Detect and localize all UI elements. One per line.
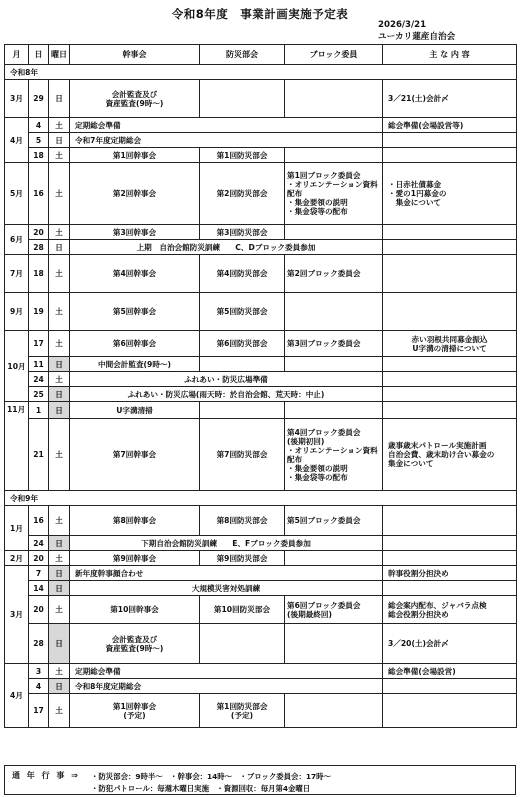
content-cell xyxy=(383,402,517,419)
table-row xyxy=(5,402,517,419)
day-cell: 20 xyxy=(29,551,49,566)
organization-name: ユーカリ蓮産自治会 xyxy=(378,32,456,42)
kanji-cell: 会計監査及び 資産監査(9時～) xyxy=(70,80,200,118)
day-cell: 25 xyxy=(29,387,49,402)
table-row xyxy=(5,506,517,536)
weekday-cell: 土 xyxy=(49,163,70,225)
weekday-cell: 日 xyxy=(49,581,70,596)
block-cell: 第3回ブロック委員会 xyxy=(285,331,383,357)
content-cell: 3／20(土)会計〆 xyxy=(383,624,517,664)
header-weekday: 曜日 xyxy=(49,45,70,65)
table-row xyxy=(5,240,517,255)
table-row xyxy=(5,331,517,357)
page-title: 令和8年度 事業計画実施予定表 xyxy=(171,7,349,21)
bousai-cell: 第4回防災部会 xyxy=(200,255,285,293)
weekday-cell: 土 xyxy=(49,664,70,679)
day-cell: 16 xyxy=(29,163,49,225)
section-label: 令和9年 xyxy=(5,491,517,506)
weekday-cell: 土 xyxy=(49,506,70,536)
weekday-cell: 土 xyxy=(49,596,70,624)
day-cell: 3 xyxy=(29,664,49,679)
bousai-cell xyxy=(200,624,285,664)
event-span-cell: ふれあい・防災広場(雨天時：於自治会館、荒天時：中止) xyxy=(70,387,383,402)
day-cell: 16 xyxy=(29,506,49,536)
kanji-cell: 第1回幹事会 xyxy=(70,148,200,163)
content-cell: 赤い羽根共同募金振込 U字溝の清掃について xyxy=(383,331,517,357)
content-cell xyxy=(383,240,517,255)
block-cell: 第1回ブロック委員会 ・オリエンテーション資料配布 ・集金要領の説明 ・集金袋等の配布 xyxy=(285,163,383,225)
table-row xyxy=(5,357,517,372)
kanji-cell: 第6回幹事会 xyxy=(70,331,200,357)
header-bousai: 防災部会 xyxy=(200,45,285,65)
section-label: 令和8年 xyxy=(5,65,517,80)
block-cell xyxy=(285,551,383,566)
month-cell: 4月 xyxy=(5,118,29,163)
month-cell: 2月 xyxy=(5,551,29,566)
content-cell xyxy=(383,694,517,728)
content-cell: 幹事役割分担決め xyxy=(383,566,517,581)
table-row xyxy=(5,566,517,581)
table-row xyxy=(5,581,517,596)
day-cell: 29 xyxy=(29,80,49,118)
content-cell xyxy=(383,133,517,148)
header-content: 主 な 内 容 xyxy=(383,45,517,65)
bousai-cell: 第1回防災部会 (予定) xyxy=(200,694,285,728)
footer-line-1: ・防災部会：9時半～ ・幹事会：14時～ ・ブロック委員会：17時～ xyxy=(91,772,331,781)
day-cell: 1 xyxy=(29,402,49,419)
weekday-cell: 土 xyxy=(49,148,70,163)
section-row xyxy=(5,65,517,80)
header-meta xyxy=(378,19,455,43)
header-kanji: 幹事会 xyxy=(70,45,200,65)
kanji-cell: 第7回幹事会 xyxy=(70,419,200,491)
content-cell xyxy=(383,255,517,293)
bousai-cell: 第9回防災部会 xyxy=(200,551,285,566)
bousai-cell: 第3回防災部会 xyxy=(200,225,285,240)
footer-line-2: ・防犯パトロール：毎週木曜日実施 ・資源回収：毎月第4金曜日 xyxy=(91,784,311,793)
month-cell: 3月 xyxy=(5,80,29,118)
block-cell xyxy=(285,694,383,728)
month-cell: 10月 xyxy=(5,331,29,402)
weekday-cell: 土 xyxy=(49,551,70,566)
weekday-cell: 土 xyxy=(49,255,70,293)
day-cell: 4 xyxy=(29,679,49,694)
weekday-cell: 土 xyxy=(49,419,70,491)
content-cell xyxy=(383,225,517,240)
day-cell: 21 xyxy=(29,419,49,491)
weekday-cell: 日 xyxy=(49,566,70,581)
bousai-cell: 第7回防災部会 xyxy=(200,419,285,491)
content-cell: 総会準備(会場設営等) xyxy=(383,118,517,133)
block-cell: 第5回ブロック委員会 xyxy=(285,506,383,536)
bousai-cell xyxy=(200,357,285,372)
bousai-cell: 第1回防災部会 xyxy=(200,148,285,163)
kanji-cell: 第3回幹事会 xyxy=(70,225,200,240)
table-row xyxy=(5,551,517,566)
month-cell: 5月 xyxy=(5,163,29,225)
kanji-cell: 会計監査及び 資産監査(9時～) xyxy=(70,624,200,664)
day-cell: 20 xyxy=(29,225,49,240)
event-span-cell: ふれあい・防災広場準備 xyxy=(70,372,383,387)
content-cell xyxy=(383,536,517,551)
table-row xyxy=(5,419,517,491)
weekday-cell: 日 xyxy=(49,536,70,551)
day-cell: 7 xyxy=(29,566,49,581)
table-header-row xyxy=(5,45,517,65)
bousai-cell: 第5回防災部会 xyxy=(200,293,285,331)
table-row xyxy=(5,118,517,133)
content-cell xyxy=(383,387,517,402)
bousai-cell: 第2回防災部会 xyxy=(200,163,285,225)
day-cell: 4 xyxy=(29,118,49,133)
day-cell: 18 xyxy=(29,148,49,163)
schedule-table xyxy=(4,44,517,728)
content-cell xyxy=(383,679,517,694)
weekday-cell: 日 xyxy=(49,402,70,419)
day-cell: 14 xyxy=(29,581,49,596)
content-cell xyxy=(383,551,517,566)
content-cell: ・日赤社債募金 ・愛の1円募金の 集金について xyxy=(383,163,517,225)
content-cell xyxy=(383,581,517,596)
content-cell: 総会案内配布、ジャバラ点検 総会役割分担決め xyxy=(383,596,517,624)
weekday-cell: 日 xyxy=(49,624,70,664)
footer-label: 通 年 行 事 ⇒ xyxy=(12,771,80,780)
day-cell: 28 xyxy=(29,240,49,255)
month-cell: 9月 xyxy=(5,293,29,331)
block-cell xyxy=(285,357,383,372)
day-cell: 17 xyxy=(29,694,49,728)
table-row xyxy=(5,679,517,694)
date: 2026/3/21 xyxy=(378,20,427,30)
month-cell: 11月 xyxy=(5,402,29,491)
day-cell: 5 xyxy=(29,133,49,148)
weekday-cell: 土 xyxy=(49,694,70,728)
table-row xyxy=(5,133,517,148)
bousai-cell xyxy=(200,402,285,419)
content-cell xyxy=(383,148,517,163)
month-cell: 7月 xyxy=(5,255,29,293)
event-span-cell: 定期総会準備 xyxy=(70,664,383,679)
weekday-cell: 土 xyxy=(49,293,70,331)
content-cell: 歳事歳末パトロール実施計画 自治会費、歳末助け合い募金の 集金について xyxy=(383,419,517,491)
event-span-cell: 大規模災害対処訓練 xyxy=(70,581,383,596)
kanji-cell: 中間会計監査(9時～) xyxy=(70,357,200,372)
table-row xyxy=(5,255,517,293)
kanji-cell: 第1回幹事会 (予定) xyxy=(70,694,200,728)
block-cell xyxy=(285,293,383,331)
block-cell xyxy=(285,402,383,419)
kanji-cell: 第5回幹事会 xyxy=(70,293,200,331)
header-day: 日 xyxy=(29,45,49,65)
content-cell xyxy=(383,357,517,372)
block-cell: 第4回ブロック委員会 (後期初回) ・オリエンテーション資料配布 ・集金要領の説明 ・集金袋等の配布 xyxy=(285,419,383,491)
weekday-cell: 土 xyxy=(49,372,70,387)
table-row xyxy=(5,694,517,728)
weekday-cell: 日 xyxy=(49,133,70,148)
content-cell: 総会準備(会場設営) xyxy=(383,664,517,679)
day-cell: 11 xyxy=(29,357,49,372)
event-span-cell: 令和8年度定期総会 xyxy=(70,679,383,694)
kanji-cell: 第9回幹事会 xyxy=(70,551,200,566)
block-cell xyxy=(285,148,383,163)
weekday-cell: 日 xyxy=(49,240,70,255)
bousai-cell: 第8回防災部会 xyxy=(200,506,285,536)
weekday-cell: 日 xyxy=(49,679,70,694)
content-cell xyxy=(383,372,517,387)
table-row xyxy=(5,624,517,664)
day-cell: 24 xyxy=(29,536,49,551)
month-cell: 1月 xyxy=(5,506,29,551)
event-span-cell: 上期 自治会館防災訓練 C、Dブロック委員参加 xyxy=(70,240,383,255)
table-row xyxy=(5,80,517,118)
table-row xyxy=(5,372,517,387)
table-row xyxy=(5,293,517,331)
content-cell: 3／21(土)会計〆 xyxy=(383,80,517,118)
section-row xyxy=(5,491,517,506)
month-cell: 6月 xyxy=(5,225,29,255)
day-cell: 20 xyxy=(29,596,49,624)
bousai-cell: 第6回防災部会 xyxy=(200,331,285,357)
bousai-cell: 第10回防災部会 xyxy=(200,596,285,624)
table-row xyxy=(5,536,517,551)
month-cell: 3月 xyxy=(5,566,29,664)
weekday-cell: 土 xyxy=(49,118,70,133)
content-cell xyxy=(383,506,517,536)
table-row xyxy=(5,387,517,402)
event-span-cell: 下期自治会館防災訓練 E、Fブロック委員参加 xyxy=(70,536,383,551)
content-cell xyxy=(383,293,517,331)
kanji-cell: U字溝清掃 xyxy=(70,402,200,419)
table-row xyxy=(5,225,517,240)
footer-annual-events xyxy=(4,765,516,795)
event-span-cell: 新年度幹事顔合わせ xyxy=(70,566,383,581)
weekday-cell: 日 xyxy=(49,387,70,402)
kanji-cell: 第4回幹事会 xyxy=(70,255,200,293)
block-cell xyxy=(285,624,383,664)
table-row xyxy=(5,148,517,163)
bousai-cell xyxy=(200,80,285,118)
table-row xyxy=(5,163,517,225)
header-block: ブロック委員 xyxy=(285,45,383,65)
block-cell: 第6回ブロック委員会 (後期最終回) xyxy=(285,596,383,624)
header-month: 月 xyxy=(5,45,29,65)
event-span-cell: 定期総会準備 xyxy=(70,118,383,133)
block-cell xyxy=(285,225,383,240)
day-cell: 24 xyxy=(29,372,49,387)
kanji-cell: 第2回幹事会 xyxy=(70,163,200,225)
day-cell: 18 xyxy=(29,255,49,293)
table-row xyxy=(5,664,517,679)
day-cell: 19 xyxy=(29,293,49,331)
weekday-cell: 土 xyxy=(49,225,70,240)
block-cell: 第2回ブロック委員会 xyxy=(285,255,383,293)
event-span-cell: 令和7年度定期総会 xyxy=(70,133,383,148)
block-cell xyxy=(285,80,383,118)
day-cell: 28 xyxy=(29,624,49,664)
weekday-cell: 土 xyxy=(49,331,70,357)
month-cell: 4月 xyxy=(5,664,29,728)
weekday-cell: 日 xyxy=(49,80,70,118)
weekday-cell: 日 xyxy=(49,357,70,372)
kanji-cell: 第8回幹事会 xyxy=(70,506,200,536)
table-row xyxy=(5,596,517,624)
kanji-cell: 第10回幹事会 xyxy=(70,596,200,624)
day-cell: 17 xyxy=(29,331,49,357)
